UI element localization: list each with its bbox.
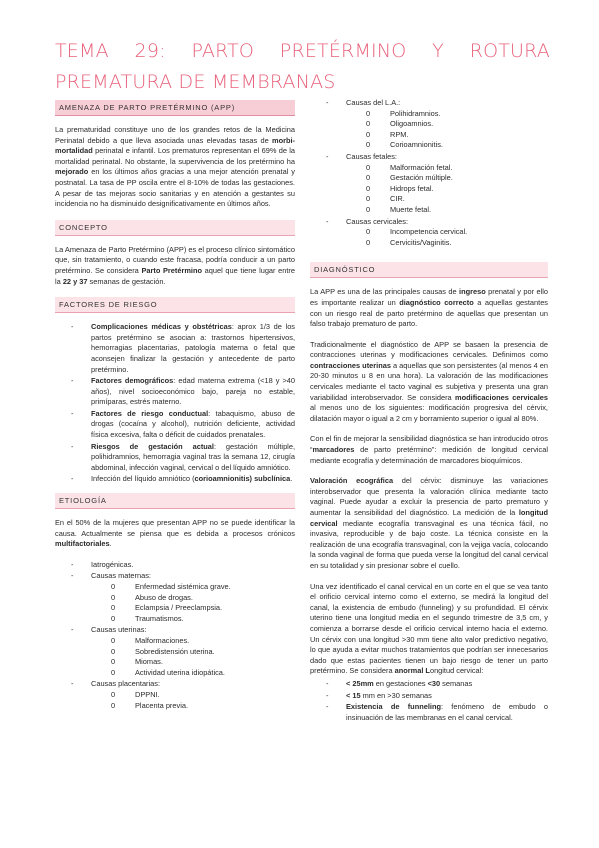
list-item: - Factores de riesgo conductual: tabaquismo, abuso de drogas (cocaína y alcohol), nutrición deficiente, actividad física excesiva, falta o déficit de cuidados prenatales. bbox=[55, 409, 295, 441]
list-item: - Iatrogénicas. bbox=[55, 560, 295, 571]
sub-list-item: 0 Eclampsia / Preeclampsia. bbox=[111, 603, 223, 613]
title-word: PRETÉRMINO bbox=[279, 40, 407, 62]
title-word: TEMA bbox=[55, 40, 109, 62]
title-word: ROTURA bbox=[469, 40, 550, 62]
sub-list-item: 0 Muerte fetal. bbox=[366, 204, 432, 214]
right-column bbox=[310, 98, 548, 731]
sub-list-item: 0 Cervicitis/Vaginitis. bbox=[366, 237, 452, 247]
anormal-list bbox=[310, 679, 548, 723]
sub-list-item: 0 Polihidramnios. bbox=[366, 108, 441, 118]
title-line-1 bbox=[55, 36, 550, 67]
section-heading-diagnostico: DIAGNÓSTICO bbox=[310, 262, 548, 278]
app-paragraph: La prematuridad constituye uno de los grandes retos de la Medicina Perinatal debido a que lleva asociada unas elevadas tasas de morbi-mortalidad perinatal e infantil. Los prematuros representan el 69% de la mortalidad perinatal. No obstante, la supervivencia de los pretérmino ha mejorado en los últimos años gracias a una mejor atención prenatal y postnatal. La tasa de PP oscila entre el 8-10% de todas las gestaciones. A pesar de tas mejoras socio sanitarias y en atención a gestantes su incidencia no ha disminuido designificativamente en últimos años. bbox=[55, 125, 295, 209]
sub-list-item: 0 Enfermedad sistémica grave. bbox=[111, 582, 231, 591]
list-item: - Causas uterinas: 0 Malformaciones. 0 Sobredistensión uterina. 0 Miomas. 0 Actividad uterina idiopática. bbox=[55, 625, 295, 678]
diagnostico-paragraph-5: Una vez identificado el canal cervical en un corte en el que se vea tanto el orificio cervical interno como el externo, se medirá la longitud del canal, la existencia de embudo (funneling) y su profundidad. El cérvix uterino tiene una longitud media en el segundo trimestre de 3,5 cm, y comienza a borrarse desde el orificio cervical interno hacia el externo. Un cérvix con una longitud >30 mm tiene alto valor predictivo negativo, lo que ayuda a evitar muchos tratamientos que podrían ser innecesarios dado que estas pacientes tienen un bajo riesgo de tener un parto pretérmino. Se considera anormal Longitud cervical: bbox=[310, 581, 548, 676]
etiologia-paragraph: En el 50% de la mujeres que presentan APP no se puede identificar la causa. Actualmente se piensa que es debida a procesos crónicos multifactoriales. bbox=[55, 518, 295, 549]
list-item: - < 25mm en gestaciones <30 semanas bbox=[310, 679, 548, 690]
section-heading-factores: FACTORES DE RIESGO bbox=[55, 297, 295, 313]
list-item: - Riesgos de gestación actual: gestación múltiple, polihidramnios, hemorragia vaginal tras la semana 12, cirugía abdominal, infección vaginal, cervical o del líquido amniótico. bbox=[55, 442, 295, 474]
sub-list-item: 0 Actividad uterina idiopática. bbox=[111, 667, 225, 677]
sub-list-item: 0 Traumatismos. bbox=[111, 613, 184, 623]
section-heading-concepto: CONCEPTO bbox=[55, 220, 295, 236]
causas-list bbox=[55, 560, 295, 711]
left-column bbox=[55, 100, 295, 719]
title-word: 29: bbox=[134, 40, 166, 62]
list-item: - Causas placentarias: 0 DPPNI. 0 Placenta previa. bbox=[55, 679, 295, 711]
list-item: - Causas cervicales: 0 Incompetencia cervical. 0 Cervicitis/Vaginitis. bbox=[310, 217, 548, 249]
sub-list-item: 0 RPM. bbox=[366, 129, 409, 139]
sub-list-item: 0 Placenta previa. bbox=[111, 700, 188, 710]
sub-list-item: 0 DPPNI. bbox=[111, 689, 160, 699]
sub-list-item: 0 Malformaciones. bbox=[111, 635, 190, 645]
document-title bbox=[55, 36, 550, 98]
concepto-paragraph: La Amenaza de Parto Pretérmino (APP) es el proceso clínico sintomático que, sin tratamiento, o cuando este fracasa, podría conducir a un parto pretérmino. Se considera Parto Pretérmino aquel que tiene lugar entre la 22 y 37 semanas de gestación. bbox=[55, 244, 296, 286]
title-word: Y bbox=[432, 40, 444, 62]
sub-list-item: 0 Sobredistensión uterina. bbox=[111, 646, 215, 656]
sub-list-item: 0 Abuso de drogas. bbox=[111, 592, 193, 602]
list-item: - Existencia de funneling: fenómeno de embudo o insinuación de las membranas en el canal cervical. bbox=[310, 702, 548, 723]
list-item: - Causas fetales: 0 Malformación fetal. 0 Gestación múltiple. 0 Hidrops fetal. 0 CIR. 0 Muerte fetal. bbox=[310, 152, 548, 216]
factores-list bbox=[55, 322, 295, 485]
diagnostico-paragraph-3: Con el fin de mejorar la sensibilidad diagnóstica se han introducido otros “marcadores de parto pretérmino”: medición de longitud cervical mediante ecografía y determinación de marcadores bioquímicos. bbox=[310, 434, 548, 465]
section-heading-app: AMENAZA DE PARTO PRETÉRMINO (APP) bbox=[55, 100, 295, 116]
sub-list-item: 0 Oligoamnios. bbox=[366, 119, 434, 129]
list-item: - Factores demográficos: edad materna extrema (<18 y >40 años), nivel socioeconómico bajo, pareja no estable, primíparas, estrés materno. bbox=[55, 376, 295, 408]
title-word: PARTO bbox=[191, 40, 255, 62]
diagnostico-paragraph-1: La APP es una de las principales causas de ingreso prenatal y por ello es importante realizar un diagnóstico correcto a aquellas gestantes con un riesgo real de parto pretérmino de aquellas que presentan un falso trabajo prematuro de parto. bbox=[310, 287, 548, 329]
sub-list-item: 0 Gestación múltiple. bbox=[366, 173, 453, 183]
title-line-2: PREMATURA DE MEMBRANAS bbox=[55, 71, 336, 93]
sub-list-item: 0 Malformación fetal. bbox=[366, 162, 453, 172]
sub-list-item: 0 Hidrops fetal. bbox=[366, 183, 434, 193]
list-item: - Infección del líquido amniótico (corioamnionitis) subclínica. bbox=[55, 474, 295, 485]
list-item: - Causas maternas: 0 Enfermedad sistémica grave. 0 Abuso de drogas. 0 Eclampsia / Preeclampsia. 0 Traumatismos. bbox=[55, 571, 295, 624]
section-heading-etiologia: ETIOLOGÍA bbox=[55, 493, 295, 509]
sub-list-item: 0 Miomas. bbox=[111, 657, 163, 667]
sub-list-item: 0 Corioamnionitis. bbox=[366, 140, 443, 150]
list-item: - < 15 mm en >30 semanas bbox=[310, 691, 548, 702]
sub-list-item: 0 CIR. bbox=[366, 194, 405, 204]
causas-continued-list bbox=[310, 98, 548, 248]
list-item: - Complicaciones médicas y obstétricas: aprox 1/3 de los partos pretérmino se asocian a: trastornos hipertensivos, hemorragias placentarias, patología materna o fetal que aconsejen finalizar la gestación y antecedente de parto pretérmino. bbox=[55, 322, 295, 375]
diagnostico-paragraph-4: Valoración ecográfica del cérvix: disminuye las variaciones interobservador que presenta la valoración clínica mediante tacto vaginal. Puede ayudar a excluir la presencia de parto prematuro y aumentar la sensibilidad del diagnóstico. La medición de la longitud cervical mediante ecografía transvaginal es una técnica fácil, no invasiva, reproducible y de bajo coste. La técnica consiste en la realización de una ecografía transvaginal, con la vejiga vacía, colocando la sonda vaginal de forma que pueda verse la longitud del canal cervical en su totalidad y sin presionar sobre el cuello. bbox=[310, 476, 548, 570]
list-item: - Causas del L.A.: 0 Polihidramnios. 0 Oligoamnios. 0 RPM. 0 Corioamnionitis. bbox=[310, 98, 548, 151]
diagnostico-paragraph-2: Tradicionalmente el diagnóstico de APP se basaen la presencia de contracciones uterinas y modificaciones cervicales. Definimos como contracciones uterinas a aquellas que son persistentes (al menos 4 en 20-30 minutos u 8 en una hora). La valoración de las modificaciones cervicales mediante el tacto vaginal es subjetiva y presenta una gran variabilidad interobservador. Se considera modificaciones cervicales al menos uno de los siguientes: modificación progresiva del cérvix, dilatación mayor o igual a 2 cm y borramiento superior o igual al 80%. bbox=[310, 339, 548, 423]
sub-list-item: 0 Incompetencia cervical. bbox=[366, 227, 468, 237]
